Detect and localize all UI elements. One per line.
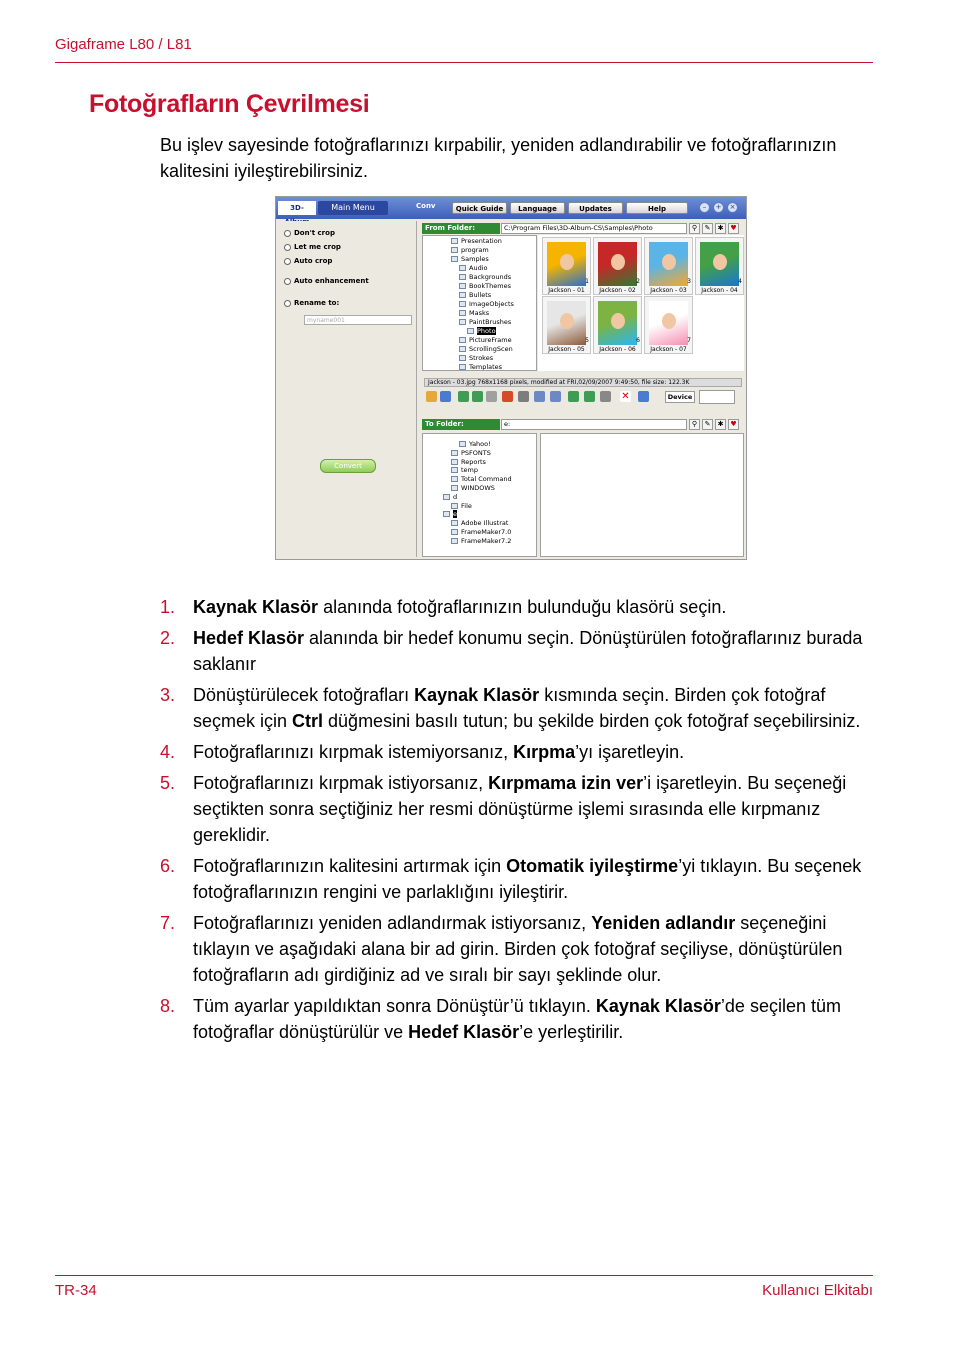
tree-node[interactable] (459, 345, 513, 353)
thumbnail-caption: Jackson - 01 (548, 287, 585, 294)
step-number: 7. (160, 913, 176, 933)
folder-icon (459, 355, 466, 361)
tree-node[interactable] (451, 255, 489, 263)
info-icon[interactable] (550, 391, 561, 402)
photo-thumbnail[interactable] (695, 237, 744, 295)
search-icon[interactable]: ⚲ (689, 419, 700, 430)
step-text: Fotoğraflarınızı yeniden adlandırmak istiyorsanız, (193, 913, 592, 933)
maximize-icon[interactable]: + (713, 202, 724, 213)
option-auto-crop[interactable]: Auto crop (284, 257, 332, 265)
child-face (560, 254, 574, 270)
app-screenshot (275, 196, 747, 560)
thumbnail-grid (538, 235, 744, 371)
photo-image (649, 301, 688, 345)
thumbnail-caption: Jackson - 04 (701, 287, 738, 294)
to-folder-path[interactable]: e: (501, 419, 687, 430)
thumbnail-number: 7 (687, 337, 691, 344)
step-emphasis: Yeniden adlandır (591, 913, 736, 933)
step-emphasis: Ctrl (292, 711, 324, 731)
step-item (160, 682, 880, 734)
tree-node[interactable] (459, 309, 489, 317)
tree-node[interactable] (459, 440, 491, 448)
tree-node[interactable] (451, 537, 511, 545)
tree-node-label: Total Command (461, 475, 512, 484)
thumbnail-number: 5 (585, 337, 589, 344)
photo-image (700, 242, 739, 286)
radio-icon[interactable] (284, 278, 291, 285)
tools-icon[interactable]: ✱ (715, 223, 726, 234)
photo-image (598, 242, 637, 286)
step-text: ’yi tıklayın. Bu seçenek fotoğraflarınızın rengini ve parlaklığını iyileştirir. (193, 856, 862, 902)
folder-icon (451, 503, 458, 509)
folder-icon (459, 337, 466, 343)
to-folder-label: To Folder: (422, 419, 500, 430)
main-menu-button[interactable]: Main Menu (318, 201, 388, 215)
tab-updates[interactable]: Updates (568, 202, 623, 214)
option-dont-crop[interactable]: Don't crop (284, 229, 335, 237)
step-number: 1. (160, 597, 176, 617)
radio-icon[interactable] (284, 244, 291, 251)
folder-icon (451, 450, 458, 456)
search-icon[interactable]: ⚲ (689, 223, 700, 234)
tree-node-label: PaintBrushes (469, 318, 512, 326)
from-folder-path[interactable]: C:\Program Files\3D-Album-CS\Samples\Photo (501, 223, 687, 234)
tree-node[interactable] (451, 528, 511, 536)
step-number: 6. (160, 856, 176, 876)
folder-icon (459, 283, 466, 289)
step-text: düğmesini basılı tutun; bu şekilde birden çok fotoğraf seçebilirsiniz. (323, 711, 861, 731)
tree-node[interactable] (443, 510, 457, 518)
app-logo: 3D- (278, 201, 316, 215)
thumbnail-caption: Jackson - 06 (599, 346, 636, 353)
photo-image (649, 242, 688, 286)
tree-node[interactable] (459, 291, 491, 299)
child-face (713, 254, 727, 270)
step-emphasis: Hedef Klasör (193, 628, 305, 648)
step-emphasis: Kaynak Klasör (193, 597, 319, 617)
folder-icon (459, 310, 466, 316)
print-icon[interactable] (518, 391, 529, 402)
close-icon[interactable]: × (727, 202, 738, 213)
minimize-icon[interactable]: – (699, 202, 710, 213)
header-rule (55, 62, 873, 63)
tree-node-label: FrameMaker7.2 (461, 536, 512, 545)
device-button[interactable]: Device (665, 391, 695, 403)
tree-node[interactable] (459, 354, 493, 362)
favorite-icon[interactable]: ♥ (728, 223, 739, 234)
photo-thumbnail[interactable] (593, 296, 642, 354)
tree-node-label: Masks (469, 309, 490, 317)
tree-node[interactable] (443, 493, 457, 501)
step-number: 8. (160, 996, 176, 1016)
step-number: 3. (160, 685, 176, 705)
folder-icon (451, 247, 458, 253)
tree-node-label: Adobe Illustrat (461, 519, 509, 528)
footer-rule (55, 1275, 873, 1276)
tree-node-label: program (461, 246, 489, 254)
tree-node[interactable] (451, 237, 502, 245)
copy-icon[interactable] (458, 391, 469, 402)
step-emphasis: Kırpmama izin ver (488, 773, 644, 793)
step-text: alanında fotoğraflarınızın bulunduğu klasörü seçin. (318, 597, 727, 617)
app-toolbar (276, 197, 746, 219)
step-item (160, 770, 880, 848)
delete-icon[interactable]: ✕ (621, 391, 630, 402)
step-text: Tüm ayarlar yapıldıktan sonra Dönüştür’ü tıklayın. (193, 996, 596, 1016)
tree-node-label: Bullets (469, 291, 492, 299)
tree-node[interactable] (451, 449, 491, 457)
thumbnail-number: 2 (636, 278, 640, 285)
folder-icon (459, 292, 466, 298)
child-face (611, 313, 625, 329)
step-text: ’yı işaretleyin. (575, 742, 685, 762)
step-text: Fotoğraflarınızı kırpmak istiyorsanız, (193, 773, 489, 793)
folder-icon (451, 476, 458, 482)
radio-icon[interactable] (284, 300, 291, 307)
favorite-icon[interactable]: ♥ (728, 419, 739, 430)
convert-tab[interactable]: Conv (416, 202, 436, 210)
folder-icon (451, 256, 458, 262)
properties-icon[interactable] (486, 391, 497, 402)
thumbnail-number: 1 (585, 278, 589, 285)
option-rename-to[interactable]: Rename to: (284, 299, 339, 307)
tree-node-label: d (453, 492, 458, 501)
folder-icon (459, 265, 466, 271)
tree-node-label: Strokes (469, 354, 494, 362)
tree-node-label: Samples (461, 255, 489, 263)
photo-image (547, 301, 586, 345)
convert-options-panel (278, 221, 417, 557)
tree-node[interactable] (451, 475, 512, 483)
status-bar: Jackson - 03.jpg 768x1168 pixels, modified at FRI,02/09/2007 9:49:50, file size: 122.3K (424, 378, 742, 387)
thumbnail-number: 4 (738, 278, 742, 285)
tree-node-label: PSFONTS (461, 448, 491, 457)
steps-list (160, 594, 880, 1050)
slideshow-icon[interactable] (502, 391, 513, 402)
folder-icon (451, 485, 458, 491)
tree-node[interactable] (467, 327, 496, 335)
photo-thumbnail[interactable] (542, 237, 591, 295)
to-folder-tree[interactable] (422, 433, 537, 557)
refresh-icon[interactable] (638, 391, 649, 402)
folder-icon (459, 319, 466, 325)
step-item (160, 625, 880, 677)
step-text: alanında bir hedef konumu seçin. Dönüştürülen fotoğraflarınız burada saklanır (193, 628, 863, 674)
step-emphasis: Kaynak Klasör (414, 685, 540, 705)
tree-node-label: WINDOWS (461, 484, 495, 492)
tree-node-label: Templates (469, 363, 503, 371)
step-number: 4. (160, 742, 176, 762)
step-text: ’e yerleştirilir. (519, 1022, 624, 1042)
radio-icon[interactable] (284, 258, 291, 265)
step-emphasis: Otomatik iyileştirme (506, 856, 679, 876)
tree-node[interactable] (451, 519, 508, 527)
step-text: seçeneğini tıklayın ve aşağıdaki alana bir ad girin. Birden çok fotoğraf seçiliyse, dönüştürülen fotoğrafların adı girdiğiniz ad ve sıralı bir sayı şeklinde olur. (193, 913, 843, 985)
from-folder-label: From Folder: (422, 223, 500, 234)
tree-node[interactable] (451, 502, 472, 510)
photo-image (547, 242, 586, 286)
to-folder-tools (689, 419, 745, 430)
tree-node-label: FrameMaker7.0 (461, 528, 512, 536)
step-emphasis: Hedef Klasör (408, 1022, 520, 1042)
tree-node-label: Backgrounds (469, 273, 512, 281)
tab-language[interactable]: Language (510, 202, 565, 214)
device-icon[interactable] (699, 390, 735, 404)
tree-node-label: Yahoo! (469, 440, 491, 448)
tree-node-label: e (453, 510, 457, 519)
tree-node[interactable] (451, 484, 495, 492)
move-icon[interactable] (440, 391, 451, 402)
option-auto-enhancement[interactable]: Auto enhancement (284, 277, 369, 285)
step-item (160, 739, 880, 765)
tree-node[interactable] (459, 282, 511, 290)
folder-icon (451, 538, 458, 544)
folder-icon (467, 328, 474, 334)
folder-icon (451, 529, 458, 535)
section-title: Fotoğrafların Çevrilmesi (89, 90, 370, 118)
tree-node[interactable] (459, 318, 511, 326)
rotate-left-icon[interactable] (568, 391, 579, 402)
step-emphasis: Kırpma (513, 742, 576, 762)
step-text: Dönüştürülecek fotoğrafları (193, 685, 415, 705)
tree-node[interactable] (459, 363, 502, 371)
tree-node-label: File (461, 501, 472, 510)
folder-icon (459, 441, 466, 447)
step-emphasis: Kaynak Klasör (595, 996, 721, 1016)
folder-icon (459, 346, 466, 352)
flip-icon[interactable] (600, 391, 611, 402)
photo-image (598, 301, 637, 345)
step-number: 2. (160, 628, 176, 648)
tree-node[interactable] (459, 264, 487, 272)
step-text: Fotoğraflarınızı kırpmak istemiyorsanız, (193, 742, 514, 762)
tree-node-label: BookThemes (469, 282, 511, 290)
tree-node-label: ImageObjects (469, 300, 514, 308)
tree-node[interactable] (459, 273, 511, 281)
photo-thumbnail[interactable] (542, 296, 591, 354)
child-face (662, 313, 676, 329)
photo-thumbnail[interactable] (644, 237, 693, 295)
step-item (160, 594, 880, 620)
tab-quick-guide[interactable]: Quick Guide (452, 202, 507, 214)
paste-icon[interactable] (472, 391, 483, 402)
folder-icon (459, 274, 466, 280)
photo-thumbnail[interactable] (593, 237, 642, 295)
tools-icon[interactable]: ✱ (715, 419, 726, 430)
photo-thumbnail[interactable] (644, 296, 693, 354)
thumbnail-caption: Jackson - 03 (650, 287, 687, 294)
folder-icon (459, 301, 466, 307)
tree-node-label: temp (461, 466, 479, 475)
edit-icon[interactable]: ✎ (702, 223, 713, 234)
running-header: Gigaframe L80 / L81 (55, 36, 192, 53)
tree-node[interactable] (459, 336, 512, 344)
tree-node[interactable] (459, 300, 514, 308)
folder-icon (459, 364, 466, 370)
radio-icon[interactable] (284, 230, 291, 237)
thumbnail-number: 3 (687, 278, 691, 285)
tab-help[interactable]: Help (626, 202, 688, 214)
step-item (160, 853, 880, 905)
step-text: Fotoğraflarınızın kalitesini artırmak için (193, 856, 507, 876)
tree-node-label: Reports (461, 457, 486, 466)
page-number: TR-34 (55, 1282, 97, 1299)
step-text: ’i işaretleyin. Bu seçeneği seçtikten sonra seçtiğiniz her resmi dönüştürme işlemi sırasında elle kırpmanız gereklidir. (193, 773, 847, 845)
from-folder-tools (689, 223, 745, 234)
folder-icon (451, 238, 458, 244)
folder-icon (451, 520, 458, 526)
folder-icon (451, 459, 458, 465)
to-folder-contents (540, 433, 744, 557)
from-folder-tree[interactable] (422, 235, 537, 371)
step-number: 5. (160, 773, 176, 793)
child-face (611, 254, 625, 270)
thumbnail-number: 6 (636, 337, 640, 344)
email-icon[interactable] (534, 391, 545, 402)
step-item (160, 910, 880, 988)
edit-icon[interactable]: ✎ (702, 419, 713, 430)
child-face (662, 254, 676, 270)
step-text: ’de seçilen tüm fotoğraflar dönüştürülür ve (193, 996, 841, 1042)
option-let-me-crop[interactable]: Let me crop (284, 243, 341, 251)
thumbnail-caption: Jackson - 02 (599, 287, 636, 294)
tree-node-label: PictureFrame (469, 336, 512, 344)
manual-title: Kullanıcı Elkitabı (762, 1282, 873, 1299)
tree-node[interactable] (451, 246, 489, 254)
folder-icon (451, 467, 458, 473)
thumbnail-caption: Jackson - 07 (650, 346, 687, 353)
tree-node-label: ScrollingScen (469, 345, 513, 353)
folder-icon (443, 494, 450, 500)
open-icon[interactable] (426, 391, 437, 402)
rename-input[interactable]: myname001 (304, 315, 412, 325)
step-item (160, 993, 880, 1045)
convert-button[interactable]: Convert (320, 459, 376, 473)
rotate-right-icon[interactable] (584, 391, 595, 402)
tree-node-label: Photo (477, 327, 496, 335)
tree-node-label: Audio (469, 264, 488, 272)
intro-paragraph: Bu işlev sayesinde fotoğraflarınızı kırpabilir, yeniden adlandırabilir ve fotoğraflarınızın kalitesini iyileştirebilirsiniz. (160, 135, 837, 181)
step-text: kısmında seçin. Birden çok fotoğraf seçmek için (193, 685, 826, 731)
tree-node-label: Presentation (461, 237, 502, 245)
action-toolbar (422, 389, 744, 405)
thumbnail-caption: Jackson - 05 (548, 346, 585, 353)
child-face (560, 313, 574, 329)
tree-node[interactable] (451, 466, 478, 474)
folder-icon (443, 511, 450, 517)
tree-node[interactable] (451, 458, 486, 466)
